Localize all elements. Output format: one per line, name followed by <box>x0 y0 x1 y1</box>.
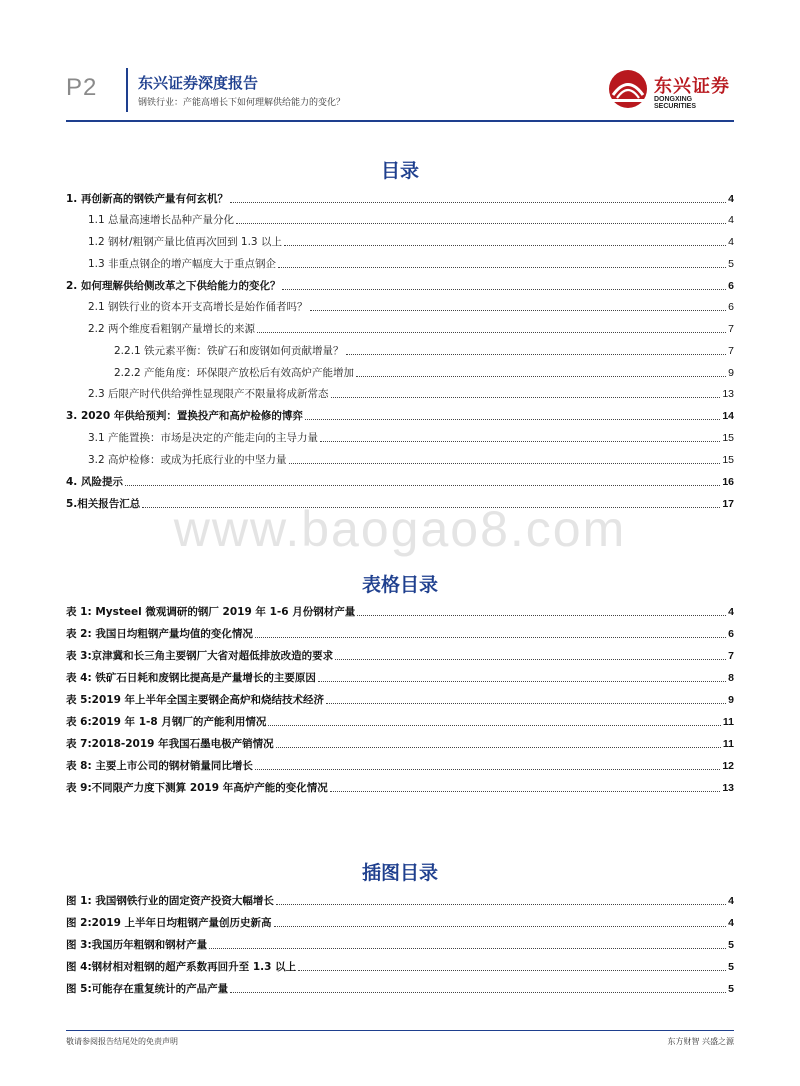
dot-leader <box>209 948 726 949</box>
toc-entry[interactable] <box>66 296 734 314</box>
dot-leader <box>255 769 720 770</box>
table-entry-page-number[interactable]: 6 <box>728 628 734 640</box>
figure-entry[interactable] <box>66 934 734 952</box>
figure-entry-label[interactable]: 图 4:钢材相对粗钢的超产系数再回升至 1.3 以上 <box>66 961 297 973</box>
dot-leader <box>289 463 721 464</box>
table-entry-label[interactable]: 表 3:京津冀和长三角主要钢厂大省对超低排放改造的要求 <box>66 650 334 662</box>
figure-entry-label[interactable]: 图 2:2019 上半年日均粗钢产量创历史新高 <box>66 917 272 929</box>
figure-entry[interactable] <box>66 912 734 930</box>
dot-leader <box>278 267 726 268</box>
table-entry[interactable] <box>66 689 734 707</box>
dot-leader <box>320 441 720 442</box>
dot-leader <box>346 354 727 355</box>
figures-title: 插图目录 <box>361 862 438 884</box>
dot-leader <box>310 310 727 311</box>
toc-entry-label[interactable]: 2.2.2 产能角度：环保限产放松后有效高炉产能增加 <box>114 367 355 379</box>
toc-entry-page-number[interactable]: 5 <box>728 258 734 270</box>
table-entry-page-number[interactable]: 11 <box>722 738 734 750</box>
table-entry-page-number[interactable]: 12 <box>722 760 734 772</box>
table-entry-label[interactable]: 表 5:2019 年上半年全国主要钢企高炉和烧结技术经济 <box>66 694 325 706</box>
table-entry-page-number[interactable]: 7 <box>728 650 734 662</box>
toc-entry-page-number[interactable]: 15 <box>722 454 734 466</box>
dot-leader <box>268 725 721 726</box>
table-entry[interactable] <box>66 623 734 641</box>
figure-entry[interactable] <box>66 978 734 996</box>
figure-entry-label[interactable]: 图 3:我国历年粗钢和钢材产量 <box>66 939 208 951</box>
table-entry-label[interactable]: 表 2: 我国日均粗钢产量均值的变化情况 <box>66 628 253 640</box>
figure-entry-label[interactable]: 图 5:可能存在重复统计的产品产量 <box>66 983 229 995</box>
dot-leader <box>357 615 726 616</box>
dot-leader <box>305 419 720 420</box>
watermark: www.baogao8.com <box>173 501 627 557</box>
table-entry-page-number[interactable]: 8 <box>728 672 734 684</box>
toc-entry[interactable] <box>66 362 734 380</box>
table-entry-label[interactable]: 表 8: 主要上市公司的钢材销量同比增长 <box>66 760 253 772</box>
toc-entry-label[interactable]: 2.2 两个维度看粗钢产量增长的来源 <box>88 323 256 335</box>
company-logo <box>604 66 734 112</box>
dot-leader <box>255 637 726 638</box>
figure-entry[interactable] <box>66 890 734 908</box>
header-rule <box>66 120 734 122</box>
toc-entry-page-number[interactable]: 13 <box>722 388 734 400</box>
report-subtitle: 钢铁行业：产能高增长下如何理解供给能力的变化？ <box>138 98 346 108</box>
dot-leader <box>125 485 720 486</box>
dot-leader <box>318 681 726 682</box>
toc-entry[interactable] <box>66 340 734 358</box>
table-entry-label[interactable]: 表 9:不同限产力度下测算 2019 年高炉产能的变化情况 <box>66 782 328 794</box>
toc-entry-label[interactable]: 2.1 钢铁行业的资本开支高增长是始作俑者吗？ <box>88 301 308 313</box>
toc-entry-page-number[interactable]: 7 <box>728 345 734 357</box>
dot-leader <box>326 703 726 704</box>
table-entry[interactable] <box>66 667 734 685</box>
toc-entry-label[interactable]: 2. 如何理解供给侧改革之下供给能力的变化？ <box>66 280 281 292</box>
toc-entry[interactable] <box>66 188 734 206</box>
toc-entry[interactable] <box>66 427 734 445</box>
dot-leader <box>330 791 721 792</box>
toc-entry-page-number[interactable]: 9 <box>728 367 734 379</box>
footer-disclaimer: 敬请参阅报告结尾处的免责声明 <box>66 1037 178 1046</box>
toc-entry-label[interactable]: 5.相关报告汇总 <box>66 498 141 510</box>
figure-entry-label[interactable]: 图 1: 我国钢铁行业的固定资产投资大幅增长 <box>66 895 274 907</box>
toc-entry-label[interactable]: 2.3 后限产时代供给弹性显现限产不限量将成新常态 <box>88 388 329 400</box>
page-number: P2 <box>66 74 98 101</box>
figure-entry-page-number[interactable]: 5 <box>728 961 734 973</box>
footer-rule <box>66 1030 734 1031</box>
toc-entry-label[interactable]: 3.1 产能置换：市场是决定的产能走向的主导力量 <box>88 432 319 444</box>
dot-leader <box>230 202 726 203</box>
report-brand-title: 东兴证券深度报告 <box>138 74 259 92</box>
logo-mark-icon <box>606 68 650 110</box>
figure-entry-page-number[interactable]: 5 <box>728 983 734 995</box>
table-entry[interactable] <box>66 777 734 795</box>
toc-entry-label[interactable]: 2.2.1 铁元素平衡：铁矿石和废钢如何贡献增量？ <box>114 345 344 357</box>
figure-entry-page-number[interactable]: 4 <box>728 895 734 907</box>
toc-entry[interactable] <box>66 209 734 227</box>
dot-leader <box>230 992 726 993</box>
toc-entry-label[interactable]: 1.1 总量高速增长品种产量分化 <box>88 214 235 226</box>
dot-leader <box>276 747 721 748</box>
table-entry[interactable] <box>66 601 734 619</box>
toc-entry[interactable] <box>66 318 734 336</box>
table-entry[interactable] <box>66 645 734 663</box>
toc-entry-label[interactable]: 3.2 高炉检修：或成为托底行业的中坚力量 <box>88 454 287 466</box>
toc-entry[interactable] <box>66 231 734 249</box>
dot-leader <box>257 332 726 333</box>
table-entry-page-number[interactable]: 9 <box>728 694 734 706</box>
figure-entry-page-number[interactable]: 4 <box>728 917 734 929</box>
toc-entry-label[interactable]: 3. 2020 年供给预判：置换投产和高炉检修的博弈 <box>66 410 303 422</box>
dot-leader <box>274 926 727 927</box>
table-entry-page-number[interactable]: 4 <box>728 606 734 618</box>
toc-entry-label[interactable]: 1.2 钢材/粗钢产量比值再次回到 1.3 以上 <box>88 236 282 248</box>
toc-entry-page-number[interactable]: 15 <box>722 432 734 444</box>
dot-leader <box>282 289 726 290</box>
toc-entry[interactable] <box>66 383 734 401</box>
table-entry-page-number[interactable]: 13 <box>722 782 734 794</box>
table-entry[interactable] <box>66 711 734 729</box>
toc-entry[interactable] <box>66 253 734 271</box>
dot-leader <box>276 904 726 905</box>
table-entry-page-number[interactable]: 11 <box>722 716 734 728</box>
toc-entry-label[interactable]: 1. 再创新高的钢铁产量有何玄机？ <box>66 193 228 205</box>
toc-entry-page-number[interactable]: 4 <box>728 214 734 226</box>
dot-leader <box>335 659 726 660</box>
footer-slogan: 东方财智 兴盛之源 <box>667 1037 734 1046</box>
toc-entry-page-number[interactable]: 17 <box>722 498 734 510</box>
report-header <box>66 62 734 122</box>
tables-title: 表格目录 <box>361 574 438 596</box>
toc-entry-page-number[interactable]: 6 <box>728 301 734 313</box>
figure-entry[interactable] <box>66 956 734 974</box>
table-entry[interactable] <box>66 755 734 773</box>
toc-entry-page-number[interactable]: 7 <box>728 323 734 335</box>
toc-entry-label[interactable]: 1.3 非重点钢企的增产幅度大于重点钢企 <box>88 258 277 270</box>
toc-entry-page-number[interactable]: 4 <box>728 236 734 248</box>
header-divider <box>126 68 128 112</box>
dot-leader <box>356 376 726 377</box>
toc-entry-page-number[interactable]: 14 <box>722 410 734 422</box>
table-entry-label[interactable]: 表 4: 铁矿石日耗和废钢比提高是产量增长的主要原因 <box>66 672 316 684</box>
table-entry-label[interactable]: 表 6:2019 年 1-8 月钢厂的产能利用情况 <box>66 716 267 728</box>
toc-title: 目录 <box>380 160 419 182</box>
toc-entry[interactable] <box>66 275 734 293</box>
table-entry-label[interactable]: 表 7:2018-2019 年我国石墨电极产销情况 <box>66 738 274 750</box>
toc-entry[interactable] <box>66 405 734 423</box>
table-entry[interactable] <box>66 733 734 751</box>
logo-chinese-name: 东兴证券 <box>654 76 730 97</box>
toc-entry-page-number[interactable]: 4 <box>728 193 734 205</box>
table-entry-label[interactable]: 表 1: Mysteel 微观调研的钢厂 2019 年 1-6 月份钢材产量 <box>66 606 356 618</box>
toc-entry[interactable] <box>66 449 734 467</box>
toc-entry-page-number[interactable]: 16 <box>722 476 734 488</box>
toc-entry[interactable] <box>66 471 734 489</box>
figure-entry-page-number[interactable]: 5 <box>728 939 734 951</box>
dot-leader <box>284 245 726 246</box>
logo-english-name: DONGXING SECURITIES <box>654 96 697 110</box>
toc-entry-label[interactable]: 4. 风险提示 <box>66 476 123 488</box>
dot-leader <box>236 223 726 224</box>
dot-leader <box>298 970 726 971</box>
dot-leader <box>331 397 721 398</box>
toc-entry-page-number[interactable]: 6 <box>728 280 734 292</box>
